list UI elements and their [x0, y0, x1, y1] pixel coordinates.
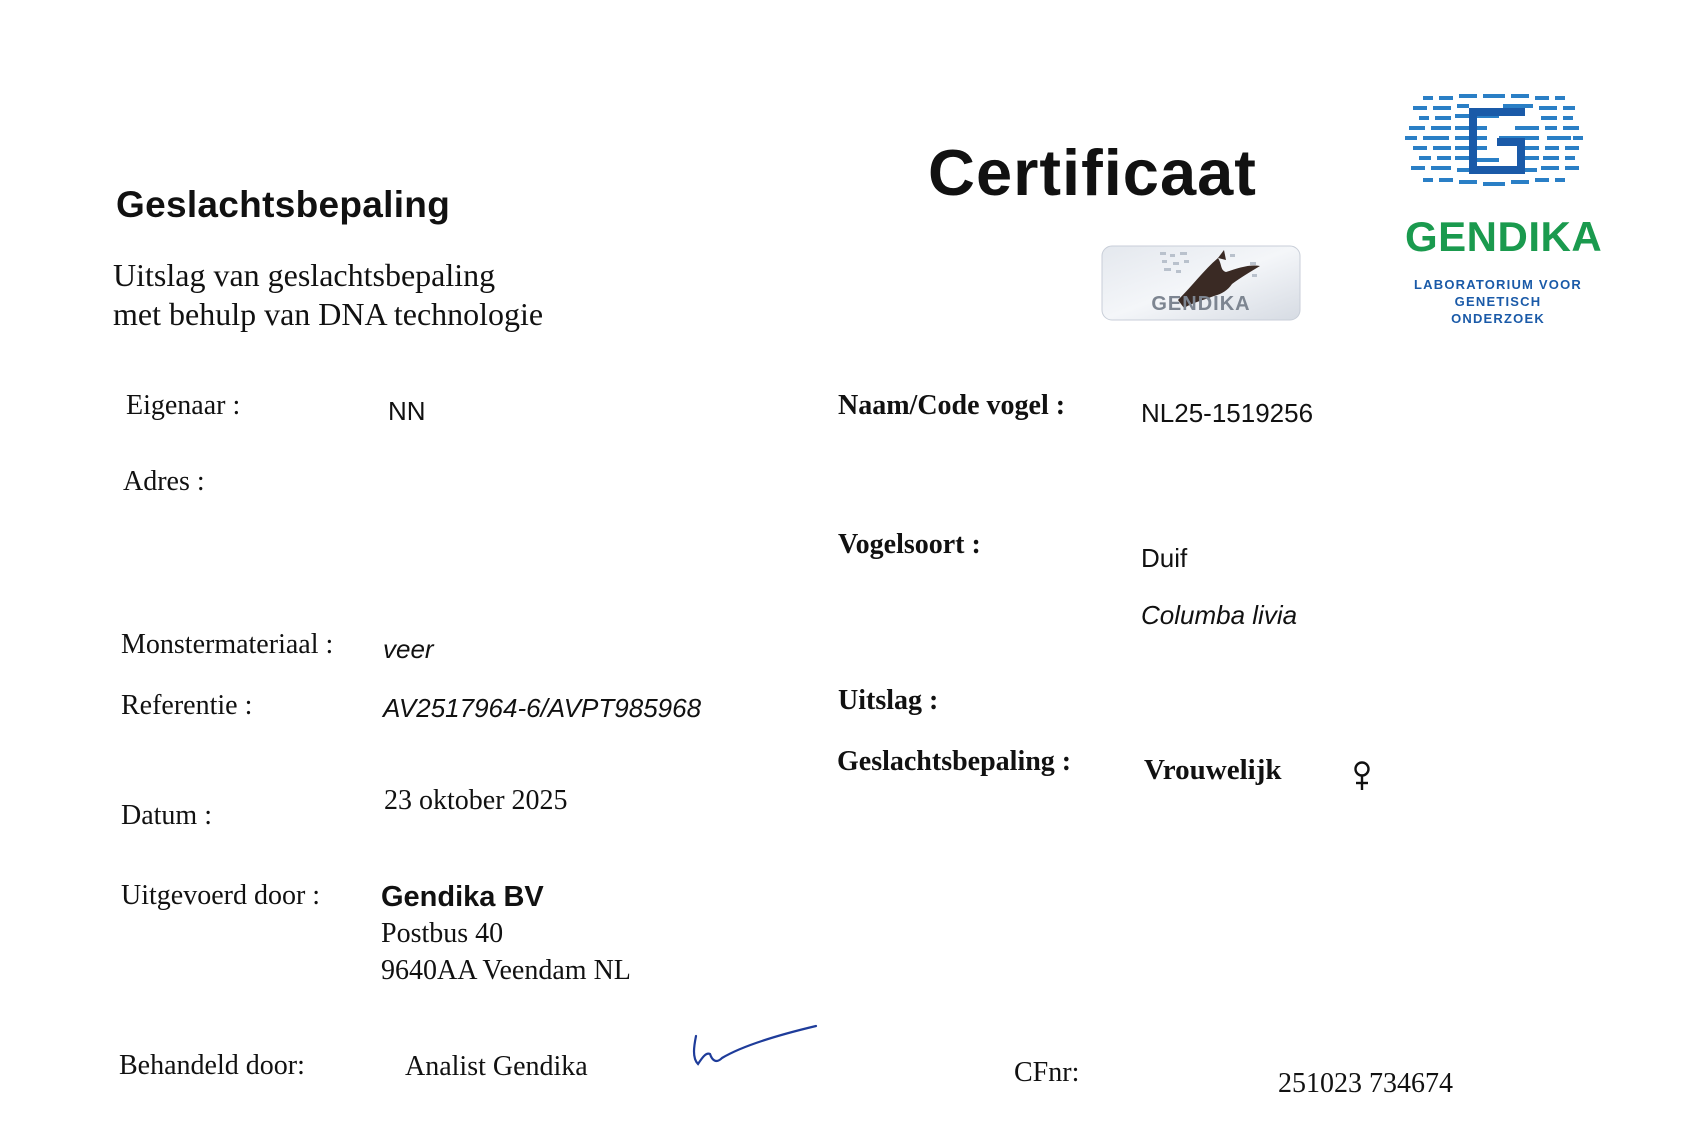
bird-name-value: NL25-1519256	[1141, 398, 1314, 428]
species-common-value: Duif	[1141, 543, 1188, 573]
date-label: Datum :	[121, 800, 212, 831]
document-heading: Geslachtsbepaling	[116, 184, 451, 225]
gendika-dna-logo-icon	[1405, 92, 1585, 204]
date-value: 23 oktober 2025	[384, 785, 568, 816]
cf-number-value: 251023 734674	[1278, 1068, 1453, 1099]
reference-label: Referentie :	[121, 690, 253, 721]
performed-by-address-1: Postbus 40	[381, 918, 504, 949]
subtitle-line-1: Uitslag van geslachtsbepaling	[113, 257, 496, 293]
performed-by-address-2: 9640AA Veendam NL	[381, 955, 631, 986]
female-symbol-icon	[1352, 760, 1372, 792]
gendika-brand-name: GENDIKA	[1405, 213, 1603, 260]
certificate-title: Certificaat	[928, 136, 1257, 209]
sample-material-label: Monstermateriaal :	[121, 629, 334, 660]
cf-number-label: CFnr:	[1014, 1057, 1080, 1088]
result-label: Uitslag :	[838, 685, 939, 716]
performed-by-label: Uitgevoerd door :	[121, 880, 321, 911]
sex-determination-label: Geslachtsbepaling :	[837, 746, 1072, 777]
document-subtitle	[113, 256, 543, 334]
signature-icon	[690, 1024, 820, 1072]
bird-name-label: Naam/Code vogel :	[838, 390, 1066, 421]
sample-material-value: veer	[383, 634, 434, 664]
species-latin-value: Columba livia	[1141, 600, 1298, 630]
gendika-tagline	[1408, 276, 1588, 327]
hologram-seal-icon	[1100, 240, 1302, 326]
owner-value: NN	[388, 396, 426, 426]
reference-value: AV2517964-6/AVPT985968	[383, 693, 702, 723]
address-label: Adres :	[123, 466, 205, 497]
seal-text: GENDIKA	[1151, 293, 1251, 315]
handled-by-label: Behandeld door:	[119, 1050, 305, 1081]
owner-label: Eigenaar :	[126, 390, 241, 421]
subtitle-line-2: met behulp van DNA technologie	[113, 296, 544, 332]
handled-by-value: Analist Gendika	[405, 1051, 588, 1082]
performed-by-company: Gendika BV	[381, 881, 544, 913]
sex-determination-value: Vrouwelijk	[1144, 754, 1282, 786]
tagline-line-2: GENETISCH ONDERZOEK	[1451, 294, 1545, 326]
tagline-line-1: LABORATORIUM VOOR	[1414, 277, 1582, 292]
species-label: Vogelsoort :	[838, 529, 981, 560]
